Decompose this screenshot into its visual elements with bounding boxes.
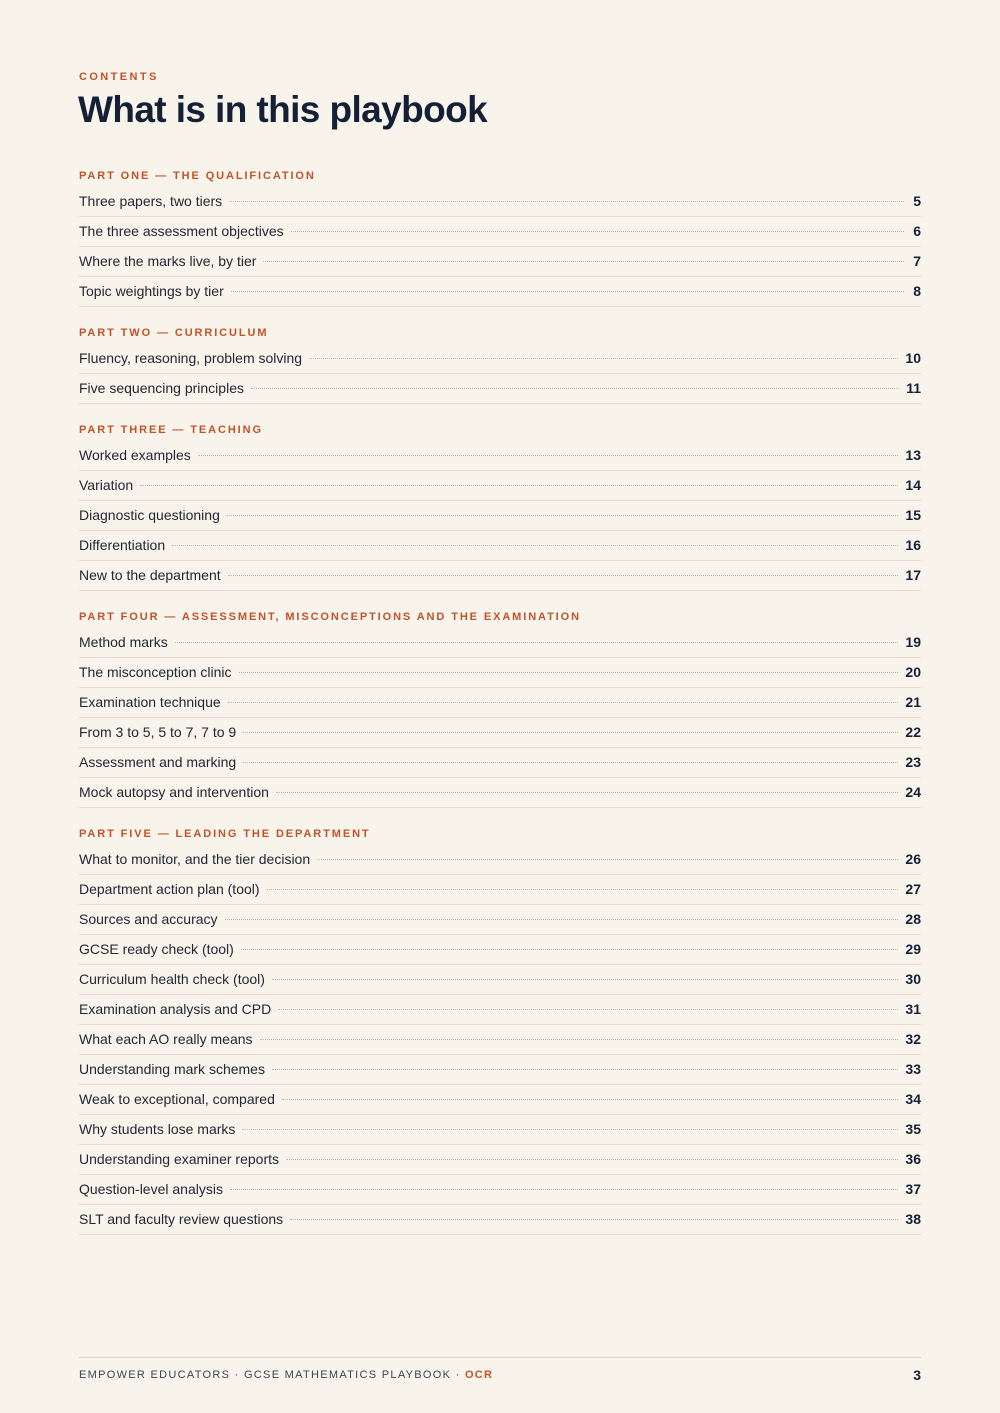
toc-entry-page-number: 27 xyxy=(905,881,921,897)
toc-entry-page-number: 15 xyxy=(905,507,921,523)
toc-entry-label: Assessment and marking xyxy=(79,754,237,770)
toc-entry-page-number: 28 xyxy=(905,911,921,927)
dot-leader xyxy=(225,919,899,920)
toc-entry-label: Examination analysis and CPD xyxy=(79,1001,272,1017)
toc-entry-label: From 3 to 5, 5 to 7, 7 to 9 xyxy=(79,724,237,740)
toc-entry[interactable] xyxy=(79,1115,921,1145)
toc-entry-page-number: 36 xyxy=(905,1151,921,1167)
toc-entry-label: New to the department xyxy=(79,567,221,583)
toc-entry-label: The three assessment objectives xyxy=(79,223,284,239)
toc-entry-page-number: 6 xyxy=(913,223,921,239)
dot-leader xyxy=(231,291,904,292)
toc-entry[interactable] xyxy=(79,247,921,277)
toc-entry-label: Weak to exceptional, compared xyxy=(79,1091,275,1107)
toc-entry-page-number: 22 xyxy=(905,724,921,740)
toc-entry[interactable] xyxy=(79,935,921,965)
dot-leader xyxy=(290,1219,898,1220)
toc-entry-label: GCSE ready check (tool) xyxy=(79,941,234,957)
toc-entry-label: Sources and accuracy xyxy=(79,911,218,927)
toc-entry-label: The misconception clinic xyxy=(79,664,232,680)
toc-entry[interactable] xyxy=(79,748,921,778)
dot-leader xyxy=(241,949,899,950)
toc-entry-page-number: 16 xyxy=(905,537,921,553)
toc-part xyxy=(79,323,921,404)
toc-entry-label: Department action plan (tool) xyxy=(79,881,260,897)
footer-page-number: 3 xyxy=(913,1367,921,1383)
toc-entry-label: Three papers, two tiers xyxy=(79,193,223,209)
toc-entry[interactable] xyxy=(79,718,921,748)
dot-leader xyxy=(242,1129,898,1130)
dot-leader xyxy=(267,889,899,890)
dot-leader xyxy=(227,515,899,516)
toc-part xyxy=(79,607,921,808)
dot-leader xyxy=(228,702,899,703)
dot-leader xyxy=(140,485,898,486)
toc-entry-page-number: 14 xyxy=(905,477,921,493)
toc-entry-page-number: 21 xyxy=(905,694,921,710)
toc-part xyxy=(79,166,921,307)
toc-entry-page-number: 17 xyxy=(905,567,921,583)
toc-entry-label: Differentiation xyxy=(79,537,166,553)
dot-leader xyxy=(278,1009,898,1010)
toc-entry-label: Worked examples xyxy=(79,447,191,463)
toc-entry-label: Variation xyxy=(79,477,134,493)
dot-leader xyxy=(272,979,898,980)
dot-leader xyxy=(228,575,899,576)
toc-part-heading: PART TWO — CURRICULUM xyxy=(79,327,269,339)
toc-entry-page-number: 37 xyxy=(905,1181,921,1197)
toc-entry-page-number: 5 xyxy=(913,193,921,209)
toc-entry[interactable] xyxy=(79,875,921,905)
toc-entry[interactable] xyxy=(79,1085,921,1115)
dot-leader xyxy=(251,388,899,389)
toc-entry[interactable] xyxy=(79,531,921,561)
dot-leader xyxy=(276,792,899,793)
toc-entry-page-number: 33 xyxy=(905,1061,921,1077)
toc-entry-page-number: 7 xyxy=(913,253,921,269)
toc-entry[interactable] xyxy=(79,344,921,374)
toc-entry[interactable] xyxy=(79,561,921,591)
toc-entry-label: Why students lose marks xyxy=(79,1121,236,1137)
contents-eyebrow: CONTENTS xyxy=(79,71,159,83)
toc-entry-label: Where the marks live, by tier xyxy=(79,253,257,269)
toc-entry-page-number: 30 xyxy=(905,971,921,987)
toc-entry-page-number: 20 xyxy=(905,664,921,680)
toc-entry[interactable] xyxy=(79,1055,921,1085)
toc-entry-label: What to monitor, and the tier decision xyxy=(79,851,311,867)
dot-leader xyxy=(286,1159,898,1160)
dot-leader xyxy=(282,1099,899,1100)
toc-entry[interactable] xyxy=(79,1145,921,1175)
toc-entry-label: Five sequencing principles xyxy=(79,380,244,396)
dot-leader xyxy=(291,231,904,232)
dot-leader xyxy=(230,1189,898,1190)
footer-separator: · xyxy=(451,1369,465,1381)
toc-entry-label: Question-level analysis xyxy=(79,1181,223,1197)
toc-entry[interactable] xyxy=(79,1175,921,1205)
toc-entry-label: Examination technique xyxy=(79,694,221,710)
dot-leader xyxy=(263,261,904,262)
footer-brand: EMPOWER EDUCATORS xyxy=(79,1369,231,1381)
toc-entry[interactable] xyxy=(79,374,921,404)
toc-entry-page-number: 13 xyxy=(905,447,921,463)
dot-leader xyxy=(175,642,899,643)
dot-leader xyxy=(309,358,898,359)
dot-leader xyxy=(260,1039,899,1040)
toc-entry[interactable] xyxy=(79,965,921,995)
toc-entry[interactable] xyxy=(79,778,921,808)
toc-entry[interactable] xyxy=(79,471,921,501)
toc-entry-label: What each AO really means xyxy=(79,1031,253,1047)
toc-entry-page-number: 35 xyxy=(905,1121,921,1137)
dot-leader xyxy=(243,762,898,763)
toc-part-heading: PART THREE — TEACHING xyxy=(79,424,263,436)
toc-entry[interactable] xyxy=(79,845,921,875)
page-footer xyxy=(79,1357,921,1383)
toc-entry-page-number: 19 xyxy=(905,634,921,650)
toc-entry[interactable] xyxy=(79,187,921,217)
dot-leader xyxy=(229,201,904,202)
toc-entry[interactable] xyxy=(79,905,921,935)
toc-entry[interactable] xyxy=(79,995,921,1025)
toc-entry[interactable] xyxy=(79,501,921,531)
toc-part-heading: PART FOUR — ASSESSMENT, MISCONCEPTIONS AND THE EXAMINATION xyxy=(79,611,581,623)
dot-leader xyxy=(272,1069,898,1070)
toc-entry-page-number: 32 xyxy=(905,1031,921,1047)
toc-entry[interactable] xyxy=(79,628,921,658)
footer-running-title xyxy=(79,1369,493,1381)
table-of-contents xyxy=(79,166,921,1235)
toc-entry-label: Understanding mark schemes xyxy=(79,1061,265,1077)
toc-entry-page-number: 31 xyxy=(905,1001,921,1017)
toc-entry[interactable] xyxy=(79,1025,921,1055)
toc-entry[interactable] xyxy=(79,441,921,471)
toc-entry[interactable] xyxy=(79,277,921,307)
toc-entry-label: Fluency, reasoning, problem solving xyxy=(79,350,303,366)
toc-entry[interactable] xyxy=(79,658,921,688)
toc-entry-page-number: 23 xyxy=(905,754,921,770)
toc-part-heading: PART ONE — THE QUALIFICATION xyxy=(79,170,316,182)
toc-part xyxy=(79,824,921,1235)
dot-leader xyxy=(198,455,899,456)
toc-entry-label: Method marks xyxy=(79,634,168,650)
toc-part-heading: PART FIVE — LEADING THE DEPARTMENT xyxy=(79,828,371,840)
toc-entry-page-number: 26 xyxy=(905,851,921,867)
toc-entry-page-number: 10 xyxy=(905,350,921,366)
footer-exam-board: OCR xyxy=(464,1369,494,1381)
toc-entry-label: Mock autopsy and intervention xyxy=(79,784,269,800)
footer-separator: · xyxy=(230,1369,244,1381)
dot-leader xyxy=(243,732,898,733)
toc-entry-page-number: 8 xyxy=(913,283,921,299)
toc-entry-label: Topic weightings by tier xyxy=(79,283,224,299)
dot-leader xyxy=(172,545,898,546)
toc-entry-page-number: 24 xyxy=(905,784,921,800)
toc-entry-page-number: 11 xyxy=(906,380,921,396)
toc-entry-label: SLT and faculty review questions xyxy=(79,1211,284,1227)
toc-entry[interactable] xyxy=(79,1205,921,1235)
toc-entry[interactable] xyxy=(79,217,921,247)
toc-entry-page-number: 29 xyxy=(905,941,921,957)
toc-part xyxy=(79,420,921,591)
dot-leader xyxy=(239,672,899,673)
toc-entry-page-number: 38 xyxy=(905,1211,921,1227)
toc-entry-page-number: 34 xyxy=(905,1091,921,1107)
footer-document-title: GCSE MATHEMATICS PLAYBOOK xyxy=(243,1369,452,1381)
page-title: What is in this playbook xyxy=(78,89,488,130)
toc-entry-label: Understanding examiner reports xyxy=(79,1151,279,1167)
toc-entry-label: Curriculum health check (tool) xyxy=(79,971,265,987)
toc-entry[interactable] xyxy=(79,688,921,718)
toc-entry-label: Diagnostic questioning xyxy=(79,507,220,523)
dot-leader xyxy=(317,859,898,860)
